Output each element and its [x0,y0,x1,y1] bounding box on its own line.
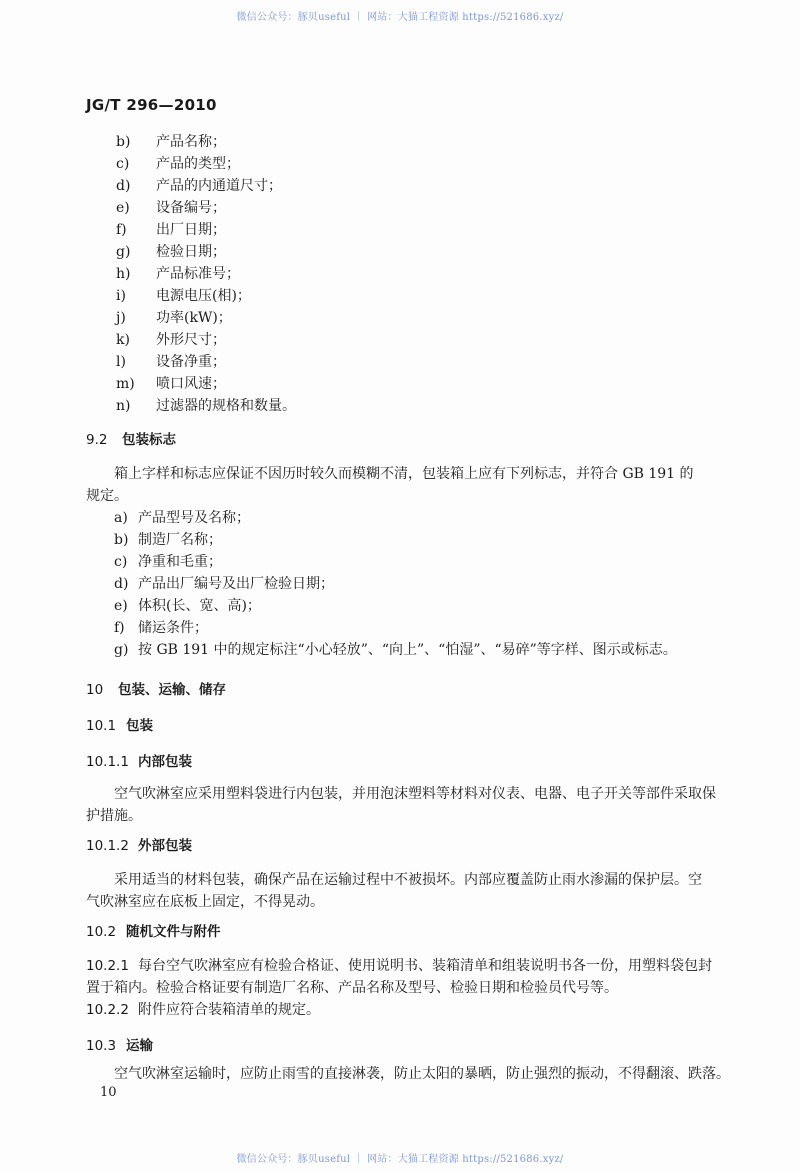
list-item [116,308,232,328]
list-item [114,530,222,550]
clause-text: 附件应符合装箱清单的规定。 [138,1002,320,1018]
item-text: 产品的类型； [156,156,240,172]
section-number: 10.1 [86,718,117,734]
list-item [114,508,250,528]
section-heading-10-1 [86,714,153,734]
item-text: 产品的内通道尺寸； [156,178,282,194]
clause-number: 10.2.2 [86,1002,129,1018]
item-label: b) [114,532,129,548]
clause-number: 10.2.1 [86,958,129,974]
section-heading-10-1-1 [86,750,192,770]
list-item [114,640,677,660]
section-number: 10.2 [86,924,117,940]
item-label: k) [116,332,130,348]
section-number: 10 [86,682,104,698]
section-number: 10.1.1 [86,754,129,770]
list-item [116,286,251,306]
item-text: 功率(kW)； [156,310,232,326]
item-label: e) [114,598,128,614]
item-label: a) [114,510,128,526]
list-item [116,352,226,372]
item-text: 产品名称； [156,134,226,150]
item-label: i) [116,288,126,304]
item-text: 过滤器的规格和数量。 [156,398,296,414]
item-label: g) [114,642,129,658]
section-title: 内部包装 [138,754,192,770]
section-heading-10-2 [86,920,221,940]
section-title: 包装标志 [122,432,176,448]
item-text: 储运条件； [138,620,208,636]
list-item [114,574,334,594]
item-text: 产品出厂编号及出厂检验日期； [138,576,334,592]
clause-10-2-2 [86,1000,320,1020]
list-item [116,330,226,350]
item-text: 制造厂名称； [138,532,222,548]
section-title: 运输 [126,1038,153,1054]
item-text: 设备编号； [156,200,226,216]
paragraph-line: 护措施。 [86,808,142,824]
paragraph-line: 置于箱内。检验合格证要有制造厂名称、产品名称及型号、检验日期和检验员代号等。 [86,980,618,996]
paragraph-line: 采用适当的材料包装，确保产品在运输过程中不被损坏。内部应覆盖防止雨水渗漏的保护层。空 [114,872,702,888]
section-title: 外部包装 [138,838,192,854]
paragraph-line: 空气吹淋室应采用塑料袋进行内包装，并用泡沫塑料等材料对仪表、电器、电子开关等部件采取保 [114,786,716,802]
paragraph-line: 气吹淋室应在底板上固定，不得晃动。 [86,894,324,910]
item-text: 外形尺寸； [156,332,226,348]
section-title: 包装 [126,718,153,734]
section-number: 9.2 [86,432,108,448]
item-text: 按 GB 191 中的规定标注“小心轻放”、“向上”、“怕湿”、“易碎”等字样、图示或标志。 [138,642,677,658]
item-text: 净重和毛重； [138,554,222,570]
item-text: 设备净重； [156,354,226,370]
section-heading-10 [86,678,226,698]
section-title: 包装、运输、储存 [118,682,226,698]
section-heading-10-1-2 [86,834,192,854]
section-heading-10-3 [86,1034,153,1054]
paragraph-line: 规定。 [86,488,128,504]
item-text: 检验日期； [156,244,226,260]
item-label: c) [114,554,128,570]
page-number: 10 [100,1085,117,1100]
clause-text: 每台空气吹淋室应有检验合格证、使用说明书、装箱清单和组装说明书各一份，用塑料袋包封 [138,958,712,974]
section-number: 10.1.2 [86,838,129,854]
standard-code: JG/T 296—2010 [86,96,217,114]
item-label: n) [116,398,131,414]
list-item [114,596,261,616]
watermark-top: 微信公众号：豚贝useful ｜ 网站：大猫工程资源 https://521686.xyz/ [236,12,564,23]
list-item [116,198,226,218]
list-item [116,374,226,394]
item-text: 喷口风速； [156,376,226,392]
item-label: d) [114,576,129,592]
paragraph-line: 箱上字样和标志应保证不因历时较久而模糊不清，包装箱上应有下列标志，并符合 GB 191 的 [114,466,694,482]
item-text: 产品标准号； [156,266,240,282]
list-item [116,176,282,196]
item-label: j) [116,310,126,326]
item-text: 电源电压(相)； [156,288,251,304]
item-label: f) [114,620,125,636]
item-text: 体积(长、宽、高)； [138,598,261,614]
item-text: 产品型号及名称； [138,510,250,526]
item-label: b) [116,134,131,150]
paragraph-line: 空气吹淋室运输时，应防止雨雪的直接淋袭，防止太阳的暴晒，防止强烈的振动，不得翻滚、跌落。 [114,1066,730,1082]
list-item [114,552,222,572]
item-label: d) [116,178,131,194]
list-item [116,132,226,152]
item-text: 出厂日期； [156,222,226,238]
watermark-bottom: 微信公众号：豚贝useful ｜ 网站：大猫工程资源 https://521686.xyz/ [236,1154,564,1165]
item-label: g) [116,244,131,260]
list-item [114,618,208,638]
list-item [116,264,240,284]
item-label: f) [116,222,127,238]
item-label: l) [116,354,126,370]
section-heading-9-2 [86,428,176,448]
item-label: m) [116,376,135,392]
clause-10-2-1 [86,956,712,976]
item-label: c) [116,156,130,172]
list-item [116,154,240,174]
list-item [116,242,226,262]
list-item [116,396,296,416]
list-item [116,220,226,240]
item-label: e) [116,200,130,216]
section-title: 随机文件与附件 [126,924,221,940]
item-label: h) [116,266,131,282]
section-number: 10.3 [86,1038,117,1054]
